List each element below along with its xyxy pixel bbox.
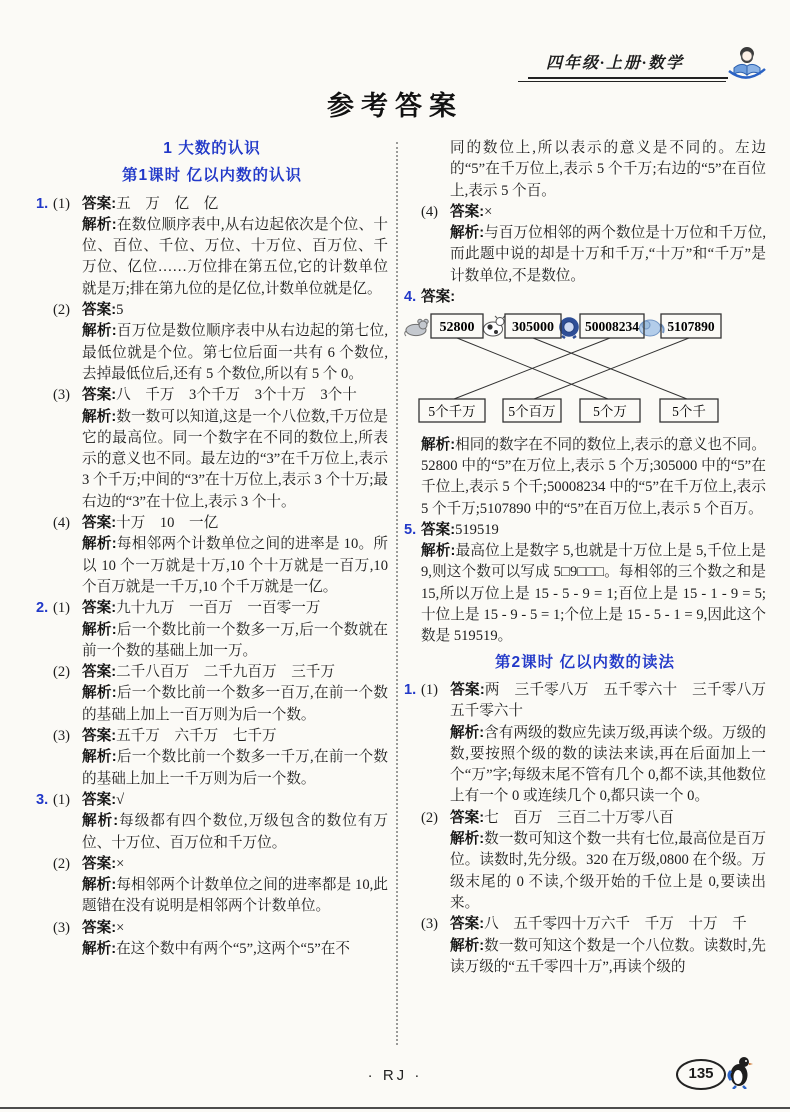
analysis-text: 在这个数中有两个“5”,这两个“5”在不 <box>116 940 350 957</box>
answer-text: 二千八百万 二千九百万 三千万 <box>116 664 335 681</box>
answer-text: 八 千万 3个千万 3个十万 3个十 <box>116 387 357 404</box>
answer-label: 答案: <box>450 681 485 698</box>
analysis-text: 数一数可知这个数一共有七位,最高位是百万位。读数时,先分级。320 在万级,0800 在个级。万级末尾的 0 不读,个级开始的千位上是 0,要读出来。 <box>450 831 766 911</box>
place-value-label: 5个万 <box>593 404 627 420</box>
page-number-badge: 135 <box>676 1059 726 1090</box>
answer-label: 答案: <box>421 289 456 306</box>
place-value-label: 5个百万 <box>508 404 556 420</box>
header-grade-label: 四年级·上册·数学 <box>545 55 684 72</box>
answer-item <box>36 598 388 662</box>
header-grade-label-box <box>528 50 728 79</box>
answer-sub-number: (1) <box>421 681 439 698</box>
analysis-label: 解析: <box>450 831 485 848</box>
analysis-text: 百万位是数位顺序表中从右边起的第七位,最低位就是个位。第七位后面一共有 6 个数位,去掉最低位后,还有 5 个数位,所以有 5 个 0。 <box>82 323 388 382</box>
analysis-text: 后一个数比前一个数多一百万,在前一个数的基础上加上一百万则为后一个数。 <box>82 685 388 723</box>
penguin-icon <box>726 1055 756 1094</box>
answer-number: 1. <box>404 681 417 698</box>
answer-number: 1. <box>36 195 49 212</box>
column-right <box>404 138 766 978</box>
analysis-label: 解析: <box>82 408 117 425</box>
answer-label: 答案: <box>450 203 485 220</box>
answer-text: 十万 10 一亿 <box>116 515 219 532</box>
bottom-rule <box>0 1107 790 1109</box>
analysis-label: 解析: <box>450 724 485 741</box>
answer-label: 答案: <box>82 195 117 212</box>
elephant-icon <box>640 320 664 336</box>
answer-label: 答案: <box>82 919 117 936</box>
number-box-value: 5107890 <box>667 319 715 335</box>
analysis-text: 数一数可知这个数是一个八位数。读数时,先读万级的“五千零四十万”,再读个级的 <box>450 937 766 975</box>
mouse-icon <box>405 320 428 337</box>
number-box-value: 52800 <box>439 320 475 336</box>
answer-item <box>36 385 388 513</box>
column-divider <box>396 142 398 1045</box>
analysis-label: 解析: <box>82 749 117 766</box>
analysis-label: 解析: <box>421 436 456 453</box>
answer-label: 答案: <box>82 302 117 319</box>
place-value-label: 5个千 <box>672 404 706 420</box>
answer-item <box>404 680 766 808</box>
answer-item <box>404 202 766 287</box>
lesson1-heading: 第1课时 亿以内数的认识 <box>122 167 302 185</box>
reading-child-icon <box>726 44 768 89</box>
answer-sub-number: (1) <box>53 195 71 212</box>
answer-sub-number: (1) <box>53 600 71 617</box>
answer-label: 答案: <box>82 515 117 532</box>
answer-sub-number: (3) <box>53 919 71 936</box>
analysis-text: 在数位顺序表中,从右边起依次是个位、十位、百位、千位、万位、十万位、百万位、千万位、亿位……万位排在第五位,它的计数单位就是万;排在第九位的是亿位,计数单位就是亿。 <box>82 216 388 297</box>
answer-text: 5 <box>116 302 124 319</box>
place-value-label: 5个千万 <box>428 404 476 420</box>
cow-icon <box>484 316 506 336</box>
answer-text: 七 百万 三百二十万零八百 <box>484 809 674 826</box>
answer-sub-number: (2) <box>53 664 71 681</box>
number-box-value: 305000 <box>512 320 554 336</box>
answer-item <box>404 520 766 648</box>
analysis-text: 每级都有四个数位,万级包含的数位有万位、十万位、百万位和千万位。 <box>82 813 388 851</box>
analysis-text: 后一个数比前一个数多一万,后一个数就在前一个数的基础上加一万。 <box>82 621 388 659</box>
answer-sub-number: (2) <box>53 855 71 872</box>
analysis-label: 解析: <box>421 543 456 560</box>
answer-label: 答案: <box>421 521 456 538</box>
answer-text: × <box>484 203 493 220</box>
analysis-text: 每相邻两个计数单位之间的进率是 10。所以 10 个一万就是十万,10 个十万就是一百万,10 个百万就是一千万,10 个千万就是一亿。 <box>82 536 388 595</box>
answer-number: 3. <box>36 791 49 808</box>
answer-item <box>36 854 388 918</box>
answer-number: 5. <box>404 521 417 538</box>
unit-heading: 1 大数的认识 <box>163 140 261 157</box>
analysis-text: 含有两级的数应先读万级,再读个级。万级的数,要按照个级的数的读法来读,再在后面加上一个“万”字;每级末尾不管有几个 0,都不读,其他数位上有一个 0 或连续几个 0,都只读一个 0。 <box>450 724 766 805</box>
footer-label: · RJ · <box>367 1067 423 1084</box>
number-box <box>431 314 483 338</box>
answer-text: 519519 <box>455 521 499 538</box>
answer-item <box>36 918 388 961</box>
analysis-label: 解析: <box>450 937 485 954</box>
answer-text: × <box>116 855 125 872</box>
answer-sub-number: (1) <box>53 791 71 808</box>
analysis-label: 解析: <box>82 940 117 957</box>
place-value-box <box>503 399 561 422</box>
number-box <box>661 314 721 338</box>
analysis-label: 解析: <box>82 621 117 638</box>
analysis-text: 最高位上是数字 5,也就是十万位上是 5,千位上是 9,则这个数可以写成 5□9□□□。每相邻的三个数之和是 15,所以万位上是 15 - 5 - 9 = 1;百位上是 15 - 1 - 9 = 5;十位上是 15 - 9 - 5 = 1;个位上是 15 - 5 - 1 = 9,因此这个数是 519519。 <box>421 543 766 645</box>
answer-sub-number: (3) <box>421 916 439 933</box>
answer-label: 答案: <box>82 387 117 404</box>
answer-number: 4. <box>404 289 417 306</box>
analysis-label: 解析: <box>82 536 117 553</box>
answer-item <box>36 513 388 598</box>
answer-text: × <box>116 919 125 936</box>
answer-sub-number: (2) <box>53 302 71 319</box>
place-value-box <box>660 399 718 422</box>
place-value-box <box>419 399 485 422</box>
answer-text: 五千万 六千万 七千万 <box>116 728 277 745</box>
analysis-label: 解析: <box>450 225 485 242</box>
analysis-label: 解析: <box>82 813 119 830</box>
lesson2-heading: 第2课时 亿以内数的读法 <box>495 653 675 671</box>
answer-item <box>36 300 388 385</box>
answer-item <box>36 790 388 854</box>
analysis-label: 解析: <box>82 685 117 702</box>
analysis-label: 解析: <box>82 323 117 340</box>
matching-diagram <box>404 311 766 425</box>
answer-label: 答案: <box>82 791 117 808</box>
number-box-value: 50008234 <box>585 319 639 335</box>
answer-text: 八 五千零四十万六千 千万 十万 千 <box>484 916 747 933</box>
analysis-text: 每相邻两个计数单位之间的进率都是 10,此题错在没有说明是相邻两个计数单位。 <box>82 877 388 915</box>
answer-number: 2. <box>36 600 49 617</box>
answer-sub-number: (2) <box>421 809 439 826</box>
answer-label: 答案: <box>450 809 485 826</box>
lion-icon <box>559 318 579 339</box>
number-box <box>505 314 561 338</box>
answer-item <box>36 662 388 726</box>
answer-label: 答案: <box>82 855 117 872</box>
answer-label: 答案: <box>82 728 117 745</box>
analysis-text: 相同的数字在不同的数位上,表示的意义也不同。52800 中的“5”在万位上,表示 5 个万;305000 中的“5”在千位上,表示 5 个千;50008234 中的“5”在千万位上,表示 5 个千万;5107890 中的“5”在百万位上,表示 5 个百万。 <box>421 436 766 517</box>
answer-text: 两 三千零八万 五千零六十 三千零八万五千零六十 <box>450 681 766 720</box>
answer-text: 九十九万 一百万 一百零一万 <box>116 600 321 617</box>
analysis-text: 数一数可以知道,这是一个八位数,千万位是它的最高位。同一个数字在不同的数位上,所表示的意义也不同。最左边的“3”在千万位上,表示 3 个千万;中间的“3”在十万位上,表示 3 个十万;最右边的“3”在十位上,表示 3 个十。 <box>82 408 388 510</box>
answer-sub-number: (3) <box>53 387 71 404</box>
answer-sub-number: (4) <box>421 203 439 220</box>
analysis-label: 解析: <box>82 877 117 894</box>
answer-item <box>36 194 388 300</box>
place-value-box <box>580 399 640 422</box>
answer-item-with-diagram <box>404 287 766 520</box>
answer-text: √ <box>116 791 125 808</box>
answer-item <box>36 726 388 790</box>
answer-item <box>404 914 766 978</box>
answer-item <box>404 808 766 914</box>
page-title: 参考答案 <box>327 91 463 121</box>
answer-sub-number: (3) <box>53 728 71 745</box>
answer-label: 答案: <box>82 600 117 617</box>
answer-label: 答案: <box>450 916 485 933</box>
column-left <box>36 138 388 960</box>
number-box <box>580 314 644 338</box>
answer-text: 五 万 亿 亿 <box>116 195 219 212</box>
analysis-text: 后一个数比前一个数多一千万,在前一个数的基础上加上一千万则为后一个数。 <box>82 749 388 787</box>
answer-sub-number: (4) <box>53 515 71 532</box>
analysis-text: 与百万位相邻的两个数位是十万位和千万位,而此题中说的却是十万和千万,“十万”和“千万”是计数单位,不是数位。 <box>450 225 766 284</box>
analysis-continuation: 同的数位上,所以表示的意义是不同的。左边的“5”在千万位上,表示 5 个千万;右边的“5”在百位上,表示 5 个百。 <box>450 140 766 199</box>
answer-label: 答案: <box>82 664 117 681</box>
analysis-label: 解析: <box>82 216 117 233</box>
